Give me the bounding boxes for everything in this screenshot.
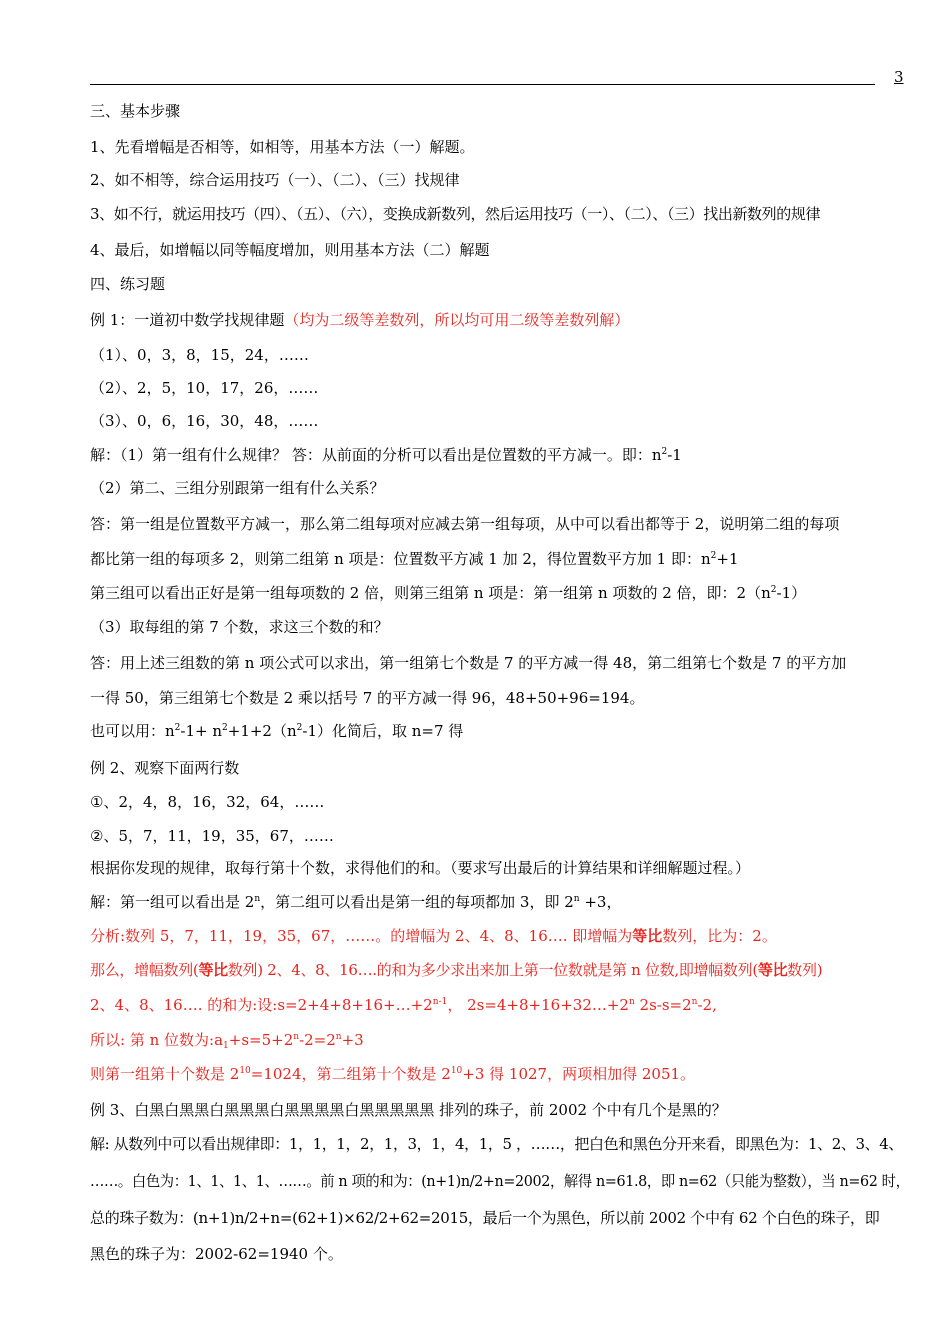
example-3-solution-line-3: 总的珠子数为：(n+1)n/2+n=(62+1)×62/2+62=2015，最后一个为黑色，所以前 2002 个中有 62 个白色的珠子，即 bbox=[90, 1209, 880, 1227]
header-rule bbox=[90, 84, 875, 85]
example-3-solution-line-4: 黑色的珠子为：2002-62=1940 个。 bbox=[90, 1245, 343, 1263]
question-part-3: （3）取每组的第 7 个数，求这三个数的和？ bbox=[90, 618, 389, 636]
example-3-solution-line-1: 解: 从数列中可以看出规律即：1，1，1，2，1，3，1，4，1，5 ，……，把白色和黑色分开来看，即黑色为：1、2、3、4、 bbox=[90, 1135, 904, 1153]
example-2-question: 根据你发现的规律，取每行第十个数，求得他们的和。（要求写出最后的计算结果和详细解题过程。） bbox=[90, 859, 751, 877]
answer-part-3-line-1: 答：用上述三组数的第 n 项公式可以求出，第一组第七个数是 7 的平方减一得 48，第二组第七个数是 7 的平方加 bbox=[90, 654, 847, 672]
step-1: 1、先看增幅是否相等，如相等，用基本方法（一）解题。 bbox=[90, 138, 475, 156]
alternative-formula: 也可以用：$n^2-1+ n^2+1+2(n^2-1)$化简后，取 n=7 得 bbox=[90, 722, 464, 740]
step-3: 3、如不行，就运用技巧（四）、（五）、（六），变换成新数列，然后运用技巧（一）、（二）、（三）找出新数列的规律 bbox=[90, 205, 821, 223]
answer-part-2-line-2: 都比第一组的每项多 2，则第二组第 n 项是：位置数平方减 1 加 2，得位置数平方加 1 即：$n^2+1$ bbox=[90, 550, 739, 568]
example-2-title: 例 2、观察下面两行数 bbox=[90, 759, 240, 777]
step-2: 2、如不相等，综合运用技巧（一）、（二）、（三）找规律 bbox=[90, 171, 460, 189]
analysis-line-4: 所以: 第 n 位数为$:a_1+s=5+2^n-2=2^n+3$ bbox=[90, 1031, 364, 1051]
section-heading-exercises: 四、练习题 bbox=[90, 275, 166, 293]
question-part-2: （2）第二、三组分别跟第一组有什么关系？ bbox=[90, 479, 385, 497]
answer-part-2-line-1: 答：第一组是位置数平方减一，那么第二组每项对应减去第一组每项，从中可以看出都等于 2，说明第二组的每项 bbox=[90, 515, 840, 533]
answer-part-2-line-3: 第三组可以看出正好是第一组每项数的 2 倍，则第三组第 n 项是：第一组第 n 项数的 2 倍，即：$2(n^2-1)$ bbox=[90, 584, 807, 602]
row-2-sequence: ②、5，7，11，19，35，67，…… bbox=[90, 827, 334, 845]
sequence-2: （2）、2，5，10，17，26，…… bbox=[90, 379, 319, 397]
section-heading-steps: 三、基本步骤 bbox=[90, 102, 181, 120]
example-3-title: 例 3、白黑白黑黑白黑黑黑白黑黑黑黑白黑黑黑黑黑 排列的珠子，前 2002 个中有几个是黑的？ bbox=[90, 1101, 727, 1119]
analysis-line-2: 那么，增幅数列(等比数列) 2、4、8、16….的和为多少求出来加上第一位数就是第 n 位数,即增幅数列(等比数列) bbox=[90, 961, 823, 979]
answer-part-3-line-2: 一得 50，第三组第七个数是 2 乘以括号 7 的平方减一得 96，48+50+96=194。 bbox=[90, 689, 645, 707]
sequence-1: （1）、0，3，8，15，24，…… bbox=[90, 346, 309, 364]
page-number: 3 bbox=[894, 68, 904, 86]
sequence-3: （3）、0，6，16，30，48，…… bbox=[90, 412, 319, 430]
step-4: 4、最后，如增幅以同等幅度增加，则用基本方法（二）解题 bbox=[90, 241, 490, 259]
analysis-line-1: 分析:数列 5，7，11，19，35，67，……。的增幅为 2、4、8、16…. 即增幅为等比数列，比为：2。 bbox=[90, 927, 777, 945]
solution-part-1: 解：（1）第一组有什么规律？ 答：从前面的分析可以看出是位置数的平方减一。即：$n^2-1$ bbox=[90, 446, 682, 464]
analysis-line-5: 则第一组第十个数是 $2^{10}=1024$，第二组第十个数是 $2^{10}+3$ 得 1027，两项相加得 2051。 bbox=[90, 1065, 696, 1083]
row-1-sequence: ①、2，4，8，16，32，64，…… bbox=[90, 793, 325, 811]
example-1-title: 例 1：一道初中数学找规律题（均为二级等差数列，所以均可用二级等差数列解） bbox=[90, 311, 630, 329]
example-3-solution-line-2: ……。白色为：1、1、1、1、……。前 n 项的和为：(n+1)n/2+n=2002，解得 n=61.8，即 n=62（只能为整数），当 n=62 时， bbox=[90, 1172, 910, 1190]
analysis-line-3: 2、4、8、16…. 的和为:设$:s=2+4+8+16+\dots+2^{n-1}$， $2s=4+8+16+32\dots+2^n$ $2s-s=2^n-2$, bbox=[90, 996, 717, 1014]
example-2-solution: 解：第一组可以看出是 2$^n$，第二组可以看出是第一组的每项都加 3，即 $2^n +3$， bbox=[90, 893, 622, 911]
